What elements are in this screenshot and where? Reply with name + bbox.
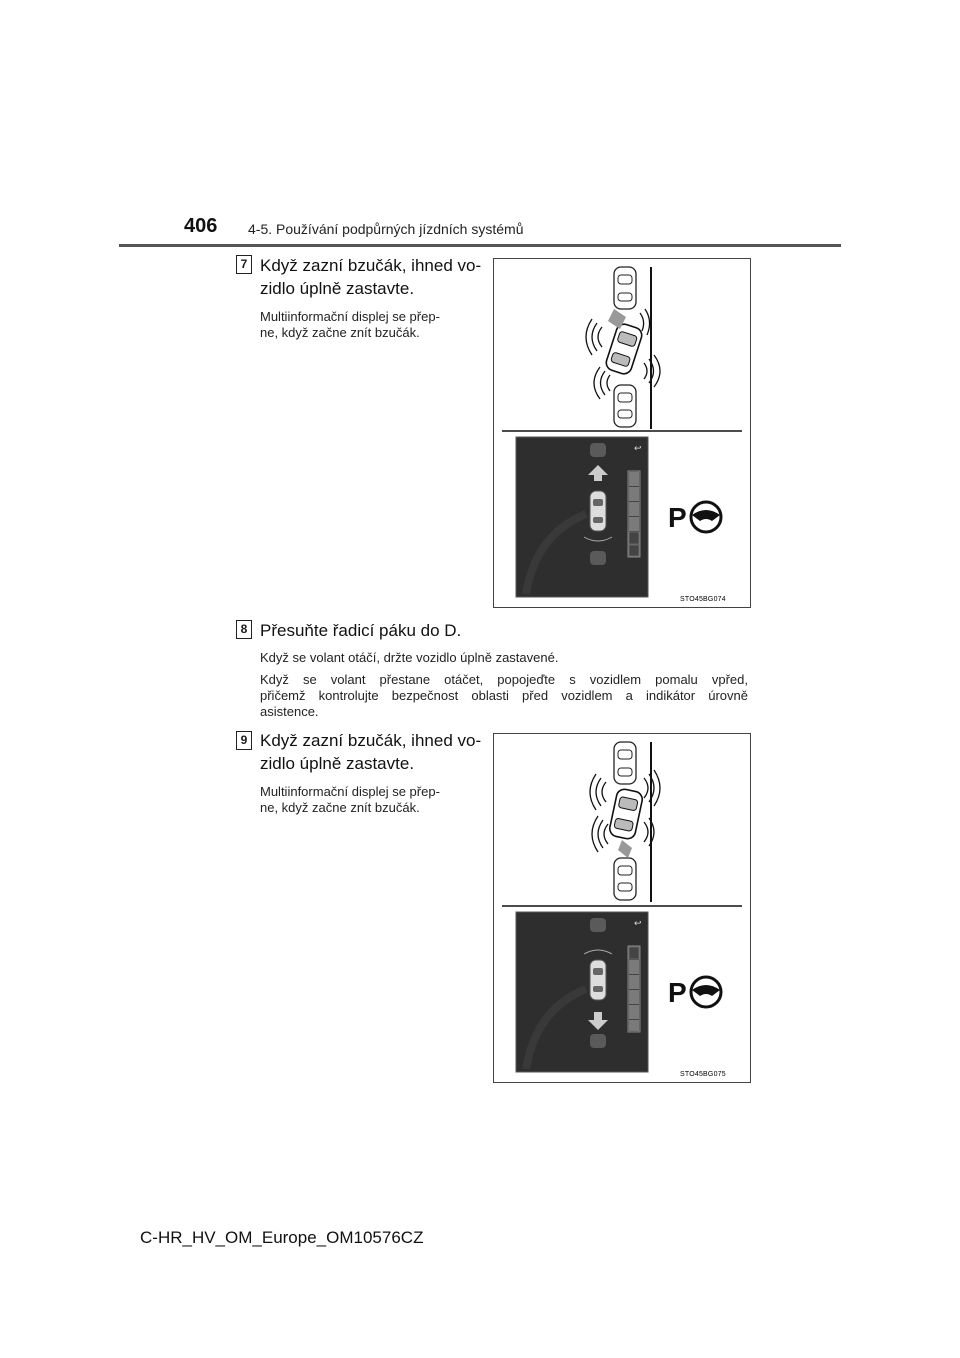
step-7-heading-line2: zidlo úplně zastavte. xyxy=(260,279,415,298)
step-7-heading-line1: Když zazní bzučák, ihned vo- xyxy=(260,256,482,275)
display-car-behind-icon xyxy=(590,551,606,565)
display-car-ahead-icon xyxy=(590,443,606,457)
assist-level-indicator xyxy=(628,946,640,1032)
display-back-icon: ↩ xyxy=(634,444,642,454)
step-9-note-line2: ne, když začne znít bzučák. xyxy=(260,800,420,815)
direction-arrow-icon xyxy=(618,840,632,858)
parked-car-rear-icon xyxy=(614,858,636,900)
steering-wheel-icon xyxy=(691,977,721,1007)
display-own-vehicle-icon xyxy=(590,491,606,531)
step-9-note-line1: Multiinformační displej se přep- xyxy=(260,784,440,799)
display-own-vehicle-icon xyxy=(590,960,606,1000)
step-9-heading-line2: zidlo úplně zastavte. xyxy=(260,754,415,773)
parking-p-icon: P xyxy=(668,977,687,1008)
step-8-note1: Když se volant otáčí, držte vozidlo úplně zastavené. xyxy=(260,650,559,665)
display-car-ahead-icon xyxy=(590,918,606,932)
step-7-note-line2: ne, když začne znít bzučák. xyxy=(260,325,420,340)
step-7-note-line1: Multiinformační displej se přep- xyxy=(260,309,440,324)
parking-p-icon: P xyxy=(668,502,687,533)
figure-parking-reverse-illustration xyxy=(494,734,750,1082)
assist-level-indicator xyxy=(628,471,640,557)
step-8-heading: Přesuňte řadicí páku do D. xyxy=(260,621,462,640)
parked-car-front-icon xyxy=(614,742,636,784)
document-code: C-HR_HV_OM_Europe_OM10576CZ xyxy=(140,1228,424,1247)
step-8-note2-line3: asistence. xyxy=(260,704,319,719)
parked-car-rear-icon xyxy=(614,385,636,427)
own-vehicle-icon xyxy=(604,322,644,376)
figure-code: STO45BG074 xyxy=(680,596,726,603)
step-9-heading-line1: Když zazní bzučák, ihned vo- xyxy=(260,731,482,750)
page-number: 406 xyxy=(184,215,218,237)
figure-parking-reverse xyxy=(493,733,751,1083)
display-car-behind-icon xyxy=(590,1034,606,1048)
own-vehicle-icon xyxy=(608,788,643,840)
step-number-8: 8 xyxy=(236,620,252,639)
figure-parking-forward-illustration xyxy=(494,259,750,607)
steering-wheel-icon xyxy=(691,502,721,532)
step-8-note2-line1: Když se volant přestane otáčet, popojeďte s vozidlem pomalu vpřed, xyxy=(260,672,748,687)
step-number-9: 9 xyxy=(236,731,252,750)
step-number-7: 7 xyxy=(236,255,252,274)
display-back-icon: ↩ xyxy=(634,919,642,929)
parked-car-front-icon xyxy=(614,267,636,309)
step-8-note2-line2: přičemž kontrolujte bezpečnost oblasti před vozidlem a indikátor úrovně xyxy=(260,688,748,703)
figure-code: STO45BG075 xyxy=(680,1071,726,1078)
section-title: 4-5. Používání podpůrných jízdních systémů xyxy=(248,221,524,237)
header-divider xyxy=(119,244,841,247)
figure-parking-forward xyxy=(493,258,751,608)
